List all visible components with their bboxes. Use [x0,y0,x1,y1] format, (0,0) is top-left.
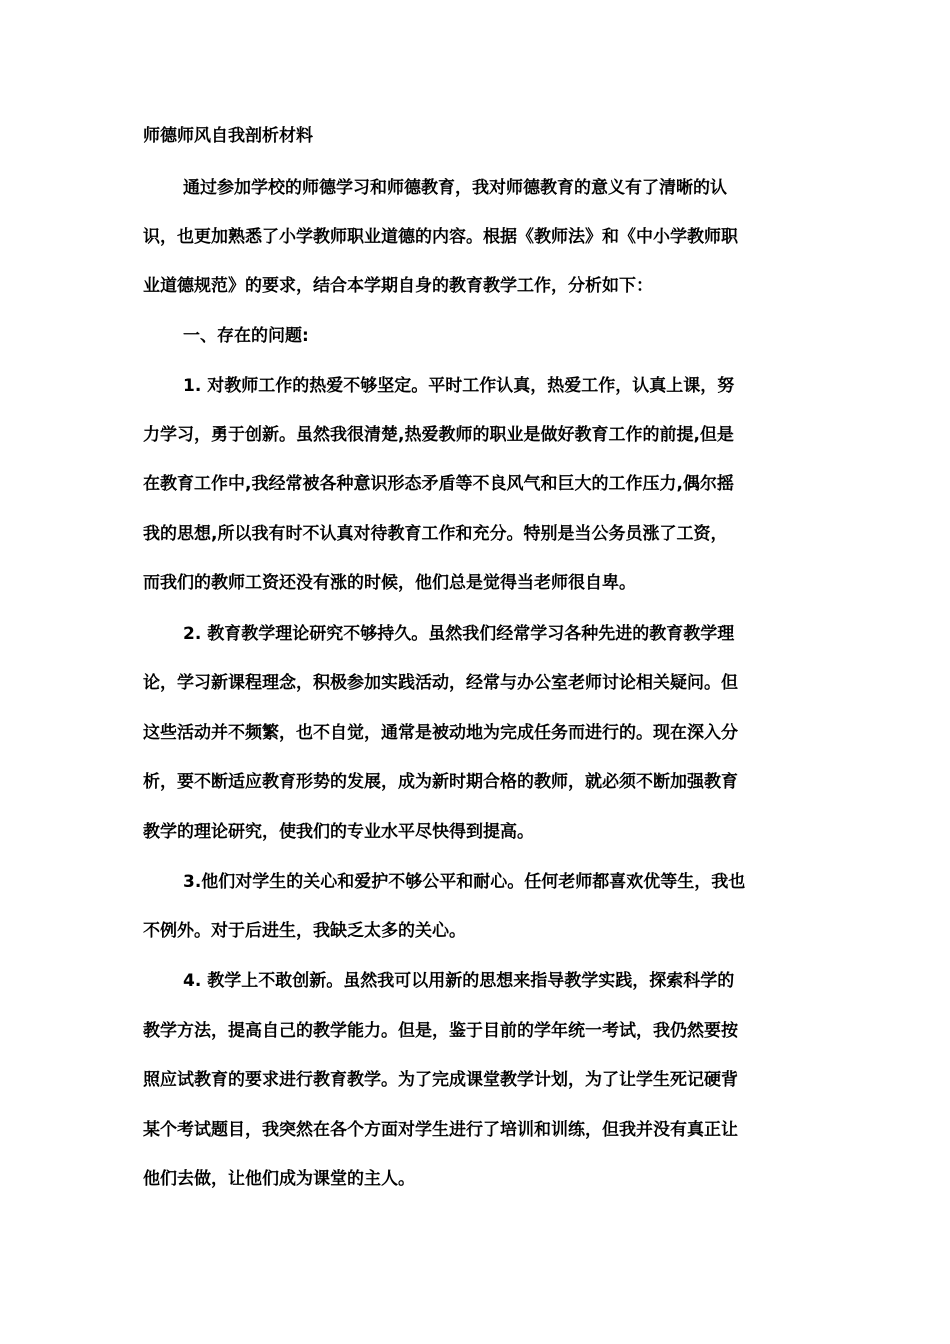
paragraph-line: 通过参加学校的师德学习和师德教育，我对师德教育的意义有了清晰的认 [183,178,727,198]
paragraph-line: 这些活动并不频繁，也不自觉，通常是被动地为完成任务而进行的。现在深入分 [143,723,738,743]
section-heading: 一、存在的问题: [183,326,309,346]
paragraph-line: 而我们的教师工资还没有涨的时候，他们总是觉得当老师很自卑。 [143,573,636,593]
paragraph-line: 教学的理论研究，使我们的专业水平尽快得到提高。 [143,822,534,842]
paragraph-line: 2. 教育教学理论研究不够持久。虽然我们经常学习各种先进的教育教学理 [183,624,735,644]
paragraph-line: 1. 对教师工作的热爱不够坚定。平时工作认真，热爱工作，认真上课，努 [183,376,735,396]
paragraph-line: 不例外。对于后进生，我缺乏太多的关心。 [143,921,466,941]
paragraph-line: 我的思想,所以我有时不认真对待教育工作和充分。特别是当公务员涨了工资， [143,524,728,544]
paragraph-line: 3.他们对学生的关心和爱护不够公平和耐心。任何老师都喜欢优等生，我也 [183,872,746,892]
paragraph-line: 识，也更加熟悉了小学教师职业道德的内容。根据《教师法》和《中小学教师职 [143,227,738,247]
paragraph-line: 业道德规范》的要求，结合本学期自身的教育教学工作，分析如下： [143,276,653,296]
paragraph-line: 他们去做，让他们成为课堂的主人。 [143,1169,415,1189]
paragraph-line: 析，要不断适应教育形势的发展，成为新时期合格的教师，就必须不断加强教育 [143,772,738,792]
paragraph-line: 教学方法，提高自己的教学能力。但是，鉴于目前的学年统一考试，我仍然要按 [143,1021,738,1041]
paragraph-line: 力学习，勇于创新。虽然我很清楚,热爱教师的职业是做好教育工作的前提,但是 [143,425,734,445]
paragraph-line: 4. 教学上不敢创新。虽然我可以用新的思想来指导教学实践，探索科学的 [183,971,735,991]
document-title: 师德师风自我剖析材料 [143,126,313,146]
paragraph-line: 某个考试题目，我突然在各个方面对学生进行了培训和训练，但我并没有真正让 [143,1120,738,1140]
paragraph-line: 照应试教育的要求进行教育教学。为了完成课堂教学计划，为了让学生死记硬背 [143,1070,738,1090]
paragraph-line: 在教育工作中,我经常被各种意识形态矛盾等不良风气和巨大的工作压力,偶尔摇 [143,474,734,494]
paragraph-line: 论，学习新课程理念，积极参加实践活动，经常与办公室老师讨论相关疑问。但 [143,673,738,693]
